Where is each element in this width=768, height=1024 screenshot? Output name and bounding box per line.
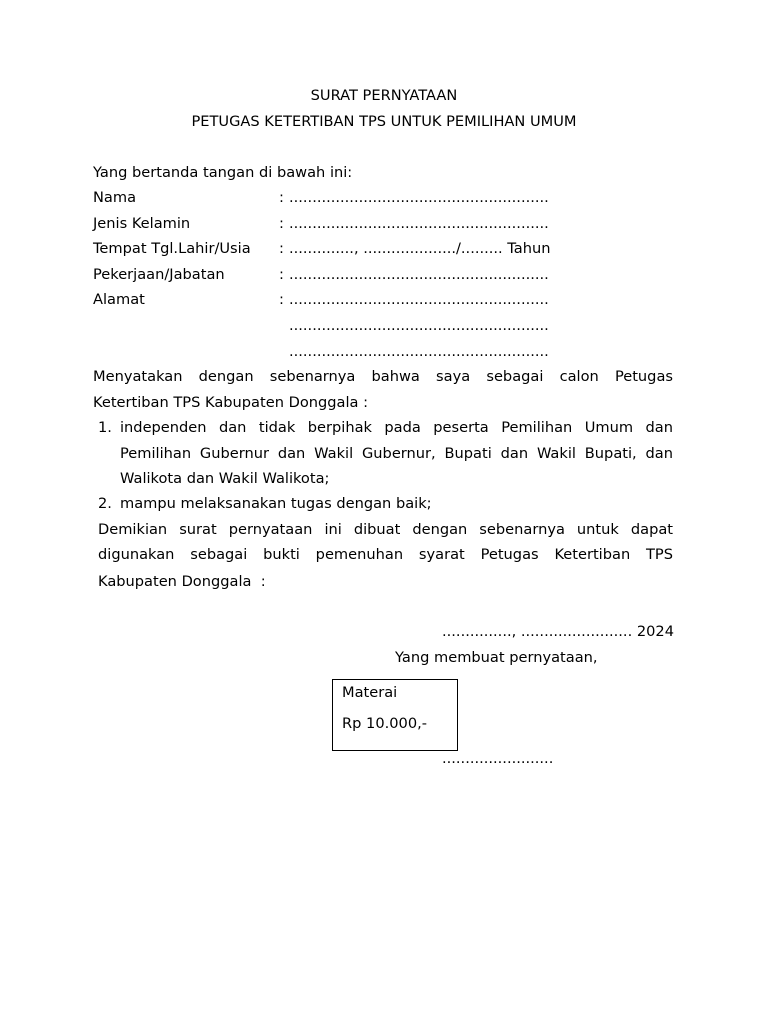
field-label: Nama <box>93 189 137 206</box>
materai-stamp-box <box>332 679 458 751</box>
place-date-line: ..............., ........................ 2024 <box>442 623 674 640</box>
statement-line: Ketertiban TPS Kabupaten Donggala : <box>93 394 369 411</box>
intro-text: Yang bertanda tangan di bawah ini: <box>93 164 353 181</box>
field-colon: : <box>279 266 284 283</box>
document-subtitle: PETUGAS KETERTIBAN TPS UNTUK PEMILIHAN UMUM <box>191 113 577 130</box>
closing-line: Demikian surat pernyataan ini dibuat dengan sebenarnya untuk dapat <box>98 521 673 538</box>
field-label: Jenis Kelamin <box>93 215 191 232</box>
list-item-line: Pemilihan Gubernur dan Wakil Gubernur, Bupati dan Wakil Bupati, dan <box>120 445 673 462</box>
field-blank: .............., ..................../......... Tahun <box>289 240 551 257</box>
materai-amount: Rp 10.000,- <box>342 715 428 732</box>
materai-label: Materai <box>342 684 398 701</box>
field-blank: ........................................................ <box>289 189 549 206</box>
closing-line: digunakan sebagai bukti pemenuhan syarat Petugas Ketertiban TPS <box>98 546 673 563</box>
statement-line: Menyatakan dengan sebenarnya bahwa saya sebagai calon Petugas <box>93 368 673 385</box>
address-blank-line: ........................................................ <box>289 317 549 334</box>
field-blank: ........................................................ <box>289 266 549 283</box>
field-colon: : <box>279 189 284 206</box>
field-label: Tempat Tgl.Lahir/Usia <box>93 240 251 257</box>
field-label: Pekerjaan/Jabatan <box>93 266 225 283</box>
field-label: Alamat <box>93 291 145 308</box>
field-colon: : <box>279 240 284 257</box>
field-colon: : <box>279 291 284 308</box>
list-item-line: Walikota dan Wakil Walikota; <box>120 470 330 487</box>
field-blank: ........................................................ <box>289 291 549 308</box>
document-title: SURAT PERNYATAAN <box>310 87 458 104</box>
signature-name-line: ........................ <box>442 750 554 767</box>
list-number: 1. <box>98 419 112 436</box>
list-item-line: mampu melaksanakan tugas dengan baik; <box>120 495 432 512</box>
address-blank-line: ........................................................ <box>289 343 549 360</box>
signature-maker-label: Yang membuat pernyataan, <box>395 649 598 666</box>
closing-line: Kabupaten Donggala : <box>98 573 266 590</box>
list-number: 2. <box>98 495 112 512</box>
field-blank: ........................................................ <box>289 215 549 232</box>
list-item-line: independen dan tidak berpihak pada peserta Pemilihan Umum dan <box>120 419 673 436</box>
field-colon: : <box>279 215 284 232</box>
